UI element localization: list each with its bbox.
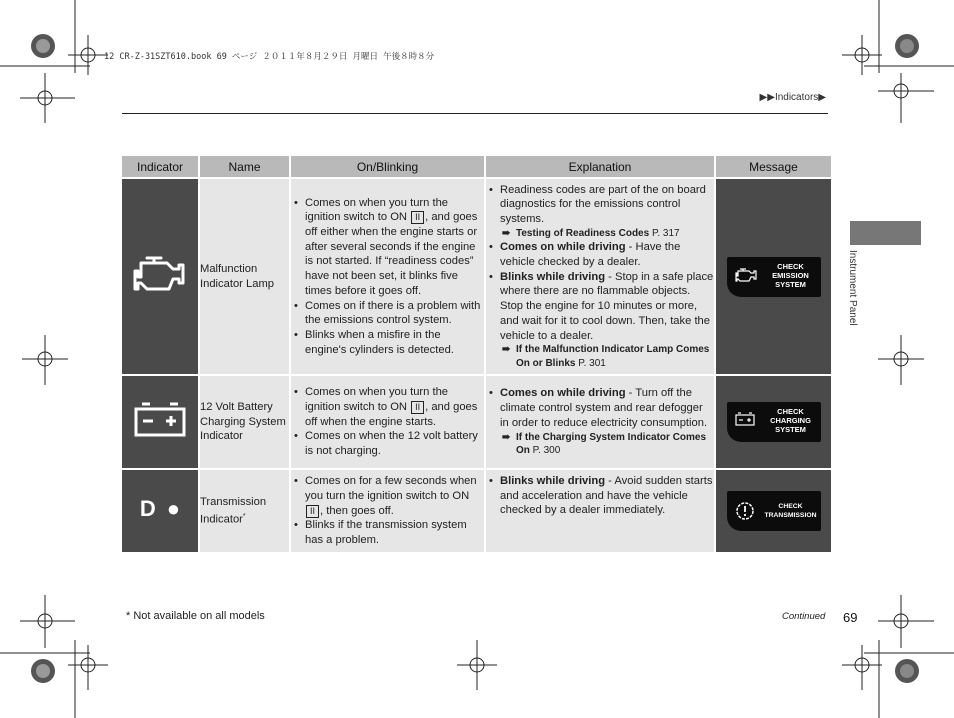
warning-gear-icon (735, 501, 755, 521)
on-blinking-cell (291, 376, 484, 468)
table-row (122, 179, 831, 374)
list-item: • Comes on when you turn the ignition switch to ON II , and goes off either when the engine starts or after several seconds if the engine is not started. If “readiness codes” have not been set, it blinks five times before it goes off. (305, 196, 484, 299)
explanation-cell (486, 179, 714, 374)
list-item: • Comes on when the 12 volt battery is not charging. (305, 429, 484, 458)
ignition-switch-icon: II (411, 401, 424, 414)
indicator-cell (122, 179, 198, 374)
explanation-cell (486, 470, 714, 552)
battery-icon (133, 402, 187, 438)
header-indicator: Indicator (122, 156, 198, 177)
engine-icon (735, 267, 757, 283)
ignition-switch-icon: II (306, 505, 319, 518)
name-cell: 12 Volt Battery Charging System Indicator (200, 376, 289, 468)
list-item: • Comes on while driving - Have the vehicle checked by a dealer. (500, 240, 714, 269)
reference-arrow-icon: ➠ (502, 227, 511, 239)
side-tab-label: Instrument Panel (847, 250, 858, 326)
message-cell (716, 376, 831, 468)
breadcrumb[interactable] (760, 92, 826, 103)
name-cell: Malfunction Indicator Lamp (200, 179, 289, 374)
table-header-row (122, 156, 831, 177)
indicator-cell (122, 470, 198, 552)
breadcrumb-label: Indicators (774, 92, 819, 103)
page-reference-link[interactable]: ➠ If the Malfunction Indicator Lamp Comes On or Blinks P. 301 (502, 344, 710, 369)
side-tab (850, 221, 921, 245)
double-arrow-icon: ▶▶ (759, 92, 775, 103)
footnote: * Not available on all models (126, 610, 265, 622)
message-display: CHECK EMISSION SYSTEM (727, 257, 821, 297)
header-explanation: Explanation (486, 156, 714, 177)
reference-arrow-icon: ➠ (502, 431, 511, 443)
continued-label: Continued (782, 611, 826, 622)
transmission-icon: D ● (139, 495, 181, 521)
list-item: • Readiness codes are part of the on board diagnostics for the emissions control systems. ➠ Testing of Readiness Codes P. 317 (500, 183, 714, 241)
header-on-blinking: On/Blinking (291, 156, 484, 177)
list-item: • Comes on if there is a problem with the emissions control system. (305, 299, 484, 328)
indicator-cell (122, 376, 198, 468)
page-reference-link[interactable]: ➠ Testing of Readiness Codes P. 317 (502, 227, 680, 239)
table-row (122, 470, 831, 552)
list-item: • Comes on while driving - Turn off the climate control system and rear defogger in order to reduce electricity consumption. ➠ If the Charging System Indicator Comes On P. 300 (500, 386, 714, 457)
explanation-cell (486, 376, 714, 468)
indicator-table (120, 154, 833, 554)
name-cell: Transmission Indicator* (200, 470, 289, 552)
list-item: • Blinks when a misfire in the engine's cylinders is detected. (305, 328, 484, 357)
ignition-switch-icon: II (411, 211, 424, 224)
battery-icon (735, 412, 755, 426)
on-blinking-cell (291, 470, 484, 552)
reference-arrow-icon: ➠ (502, 344, 511, 356)
list-item: • Blinks while driving - Stop in a safe place where there are no flammable objects. Stop the engine for 10 minutes or more, and wait for it to cool down. Then, take the vehicle to a dealer. ➠ If the Malfunction Indicator Lamp Comes On or Blinks P. 301 (500, 270, 714, 371)
arrow-icon: ▶ (818, 92, 826, 103)
page-reference-link[interactable]: ➠ If the Charging System Indicator Comes On P. 300 (502, 431, 707, 457)
message-cell (716, 470, 831, 552)
engine-icon (133, 255, 187, 293)
message-display: CHECK TRANSMISSION (727, 491, 821, 531)
header-message: Message (716, 156, 831, 177)
file-header: 12 CR-Z-31SZT610.book 69 ページ ２０１１年８月２９日 月曜日 午後８時８分 (104, 52, 435, 62)
list-item: • Comes on for a few seconds when you turn the ignition switch to ON II , then goes off. (305, 474, 484, 518)
message-display: CHECK CHARGING SYSTEM (727, 402, 821, 442)
header-rule (122, 113, 828, 114)
page-number: 69 (843, 610, 858, 625)
on-blinking-cell (291, 179, 484, 374)
list-item: • Blinks while driving - Avoid sudden starts and acceleration and have the vehicle checked by a dealer immediately. (500, 474, 714, 518)
message-cell (716, 179, 831, 374)
list-item: • Comes on when you turn the ignition switch to ON II , and goes off when the engine starts. (305, 385, 484, 429)
header-name: Name (200, 156, 289, 177)
table-row (122, 376, 831, 468)
list-item: • Blinks if the transmission system has a problem. (305, 518, 484, 547)
